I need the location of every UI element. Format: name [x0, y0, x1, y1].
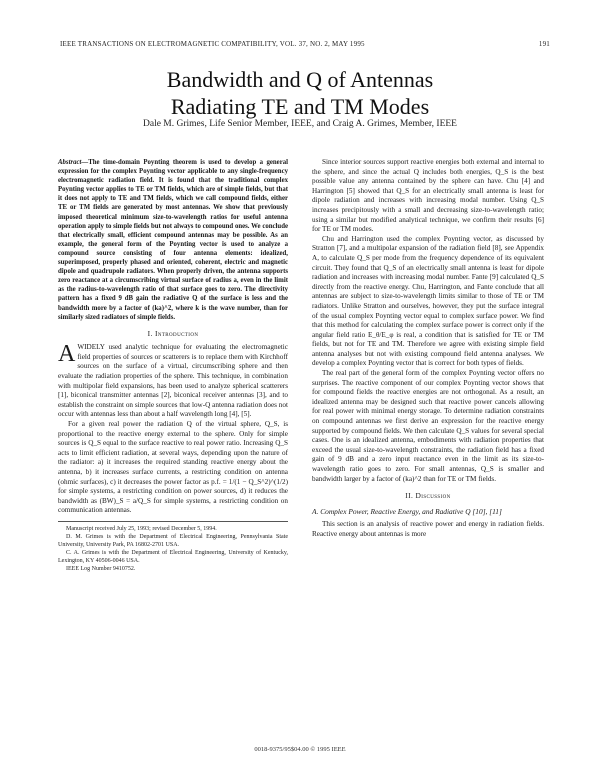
copyright-footer: 0018-9375/95$04.00 © 1995 IEEE	[254, 746, 346, 753]
right-paragraph-2: Chu and Harrington used the complex Poynting vector, as discussed by Stratton [7], and a multipolar expansion of the radiation field [8], see Appendix A, to calculate Q_S per mode from the frequency dependence of its equivalent circuit. They found that Q_S of an electrically small antenna is least for dipole radiation and increases with increasing modal number. Fante [9] calculated Q_S directly from the reactive energy. Chu, Harrington, and Fante conclude that all antennas are subject to size-to-wavelength limits similar to those of TE or TM radiators. Unlike Stratton and ourselves, however, they put the surface integral of the usual complex Poynting vector equal to complex surface power. We find that this method for calculating the complex surface power is correct only if the angular field ratio E_θ/E_φ is real, a condition that is satisfied for TE or TM fields, but not for TE and TM. Therefore we agree with existing simple field antenna analyses but not with existing compound field antenna analyses. We develop a complex Poynting vector that is correct for both types of fields.	[312, 234, 544, 368]
footnote-ieee-log: IEEE Log Number 9410752.	[66, 565, 136, 572]
paper-title	[0, 66, 600, 120]
title-line-1: Bandwidth and Q of Antennas	[166, 67, 434, 92]
footnote-author-1: D. M. Grimes is with the Department of Electrical Engineering, Pennsylvania State University, University Park, PA 16802-2701 USA.	[58, 533, 288, 548]
intro-paragraph-2: For a given real power the radiation Q of the virtual sphere, Q_S, is proportional to the reactive energy external to the sphere. Only for simple sources is Q_S equal to the surface reactive to real power ratio. Increasing Q_S acts to limit efficient radiation, at several ways, depending upon the nature of the radiator: a) it increases the required standing reactive energy about the antenna, b) it increases surface currents, a restricting condition on antenna (ohmic surfaces), c) it decreases the power factor as p.f. = 1/(1 − Q_S^2)^(1/2) for simple systems, a restricting condition on power sources, d) it reduces the bandwidth as (BW)_S = a/Q_S for simple systems, a restricting condition on communication antennas.	[58, 420, 288, 515]
running-head-journal: IEEE TRANSACTIONS ON ELECTROMAGNETIC COMPATIBILITY, VOL. 37, NO. 2, MAY 1995	[60, 40, 365, 48]
footnote-received: Manuscript received July 25, 1993; revised December 5, 1994.	[66, 525, 217, 532]
abstract	[58, 158, 288, 322]
running-head	[60, 40, 550, 48]
author-list: Dale M. Grimes, Life Senior Member, IEEE, and Craig A. Grimes, Member, IEEE	[143, 119, 457, 129]
right-paragraph-3: The real part of the general form of the complex Poynting vector offers no surprises. The reactive component of our complex Poynting vector shows that for compound fields the reactive energies are not orthogonal. As a result, an idealized antenna may be designed such that reactive power cancels allowing for real power with minimal energy storage. To determine radiation constraints on compound antennas we first derive an expression for the reactive energy supported by compound fields. We then calculate Q_S values for several special cases. One is an idealized antenna, embodiments with radiation properties that exceed the usual size-to-wavelength constraints, the radiation field has a fixed gain of 9 dB and a zero input reactance even in the limit as its size-to-wavelength ratio goes to zero. For small antennas, Q_S is smaller and bandwidth larger by a factor of (ka)^2 than for TE or TM fields.	[312, 369, 544, 483]
page-number: 191	[538, 40, 550, 48]
intro-paragraph-1-text: WIDELY used analytic technique for evaluating the electromagnetic field properties of sources or scatterers is to replace them with Kirchhoff sources on the surface of a virtual, circumscribing sphere and then evaluate the radiation properties of the sphere. This technique, in combination with multipolar field expansions, has been used to analyze spherical scatterers [1], biconical transmitter antennas [2], biconical receiver antennas [3], and to establish the constraint on simple sources that low-Q antenna radiation does not occur with antennas less than about a half wavelength long [4], [5].	[58, 343, 288, 419]
footnote-author-2: C. A. Grimes is with the Department of Electrical Engineering, University of Kentucky, Lexington, KY 40506-0046 USA.	[58, 549, 288, 564]
section-heading-introduction: I. Introduction	[147, 328, 199, 338]
right-paragraph-4: This section is an analysis of reactive power and energy in radiation fields. Reactive energy about antennas is more	[312, 520, 544, 538]
intro-paragraph-1	[58, 343, 288, 420]
title-line-2: Radiating TE and TM Modes	[170, 94, 430, 119]
footnotes	[58, 521, 288, 573]
section-heading-discussion: II. Discussion	[405, 491, 451, 501]
drop-cap: A	[58, 341, 76, 368]
abstract-lead: Abstract—	[58, 159, 89, 166]
abstract-text: The time-domain Poynting theorem is used to develop a general expression for the complex Poynting vector applicable to any single-frequency electromagnetic radiation field. It is found that the traditional complex Poynting vector applies to TE or TM fields, which are of simple fields, but that it does not apply to TE and TM fields, which we call compound fields, either TE or TM fields are generated by most antennas. We show that previously imposed theoretical minimum size-to-wavelength ratios for useful antenna operation apply to simple fields but not always to compound ones. We conclude that electrically small, efficient compound antennas may be possible. As an example, the general form of the Poynting vector is used to analyze a compound source consisting of four antenna elements: idealized, superimposed, properly phased and oriented, coherent, electric and magnetic dipole and quadrupole radiators. When properly driven, the antenna supports zero reactance at a circumscribing virtual surface of radius a, even in the limit as the radius-to-wavelength ratio of that surface goes to zero. The directivity pattern has a fixed 9 dB gain the radiative Q of the surface is less and the bandwidth more by a factor of (ka)^2, where k is the wave number, than for similarly sized radiators of simple fields.	[58, 159, 288, 321]
right-paragraph-1: Since interior sources support reactive energies both external and internal to the sphere, and since the actual Q includes both energies, Q_S is the best possible value any antenna contained by the sphere can have. Chu [4] and Harrington [5] showed that Q_S for an electrically small antenna is least for dipole radiation and increases with increasing modal number. Using Q_S increases precipitously with a small and decreasing size-to-wavelength ratio; using a similar but modified analytical technique, we confirm their results [6] for TE or TM modes.	[312, 158, 544, 234]
subsection-heading-a: A. Complex Power, Reactive Energy, and Radiative Q [10], [11]	[312, 506, 502, 516]
right-column	[312, 158, 544, 540]
left-column	[58, 158, 288, 573]
